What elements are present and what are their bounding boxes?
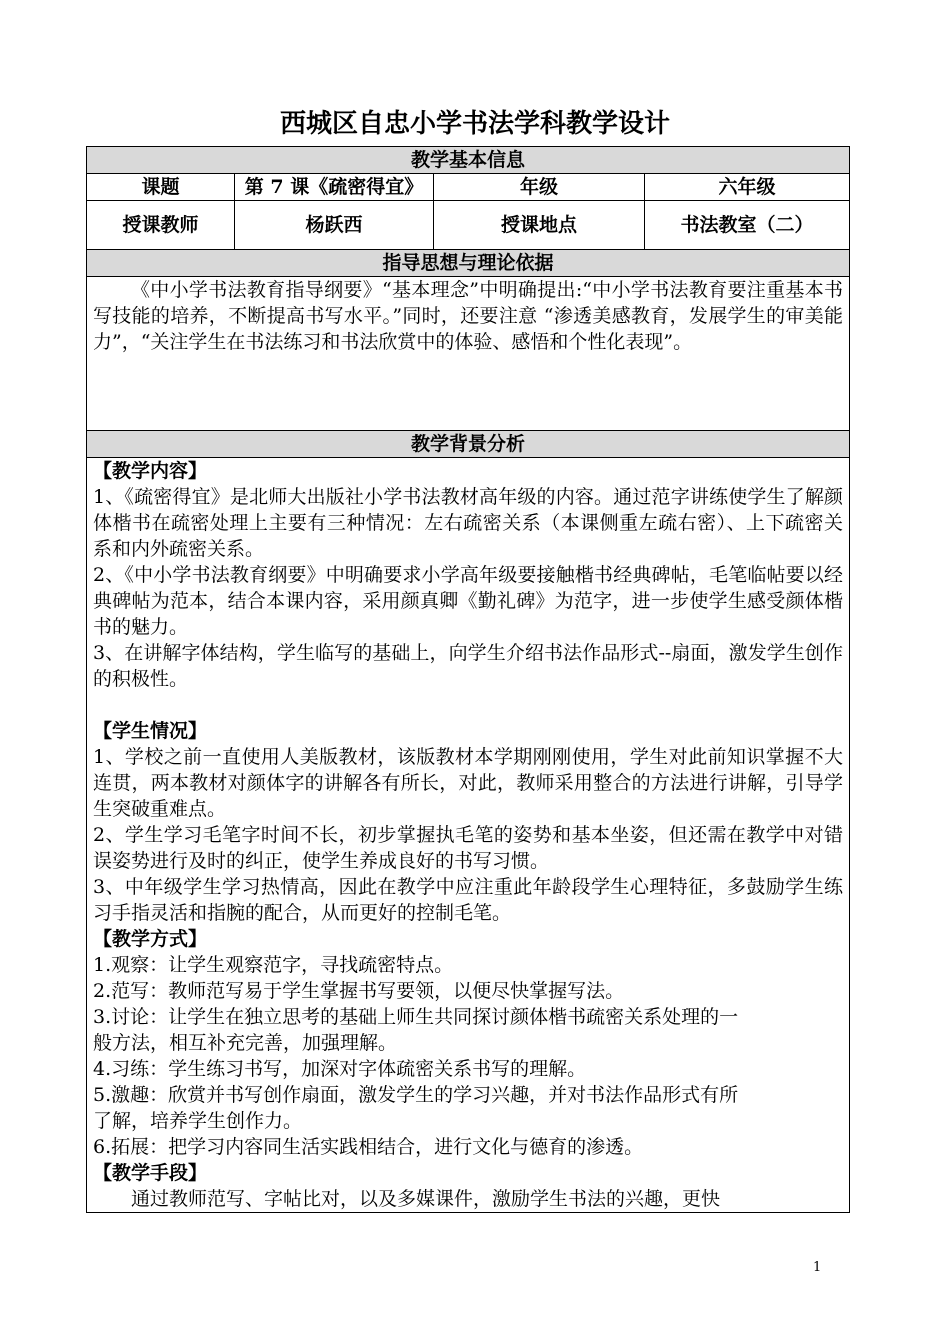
student-title: 【学生情况】 bbox=[93, 720, 208, 742]
method-tail: 了解，培养学生创作力。 bbox=[93, 1110, 303, 1132]
guide-text: 《中小学书法教育指导纲要》“基本理念”中明确提出:“中小学书法教育要注重基本书写技能的培养，不断提高书写水平。”同时，还要注意 “渗透美感教育，发展学生的审美能力”，“关注学生在书法练习和书法欣赏中的体验、感悟和个性化表现”。 bbox=[93, 279, 844, 353]
document-title: 西城区自忠小学书法学科教学设计 bbox=[279, 109, 670, 139]
method-title: 【教学方式】 bbox=[93, 928, 208, 950]
method-item bbox=[93, 952, 843, 978]
means-text: 通过教师范写、字帖比对，以及多媒课件，激励学生书法的兴趣，更快 bbox=[131, 1188, 721, 1210]
content-item: 1、《疏密得宜》是北师大出版社小学书法教材高年级的内容。通过范字讲练使学生了解颜体楷书在疏密处理上主要有三种情况：左右疏密关系（本课侧重左疏右密）、上下疏密关系和内外疏密关系。 bbox=[93, 486, 844, 560]
method-value: 欣赏并书写创作扇面，激发学生的学习兴趣，并对书法作品形式有所 bbox=[168, 1084, 739, 1106]
method-value: 学生练习书写，加深对字体疏密关系书写的理解。 bbox=[168, 1058, 587, 1080]
method-value: 把学习内容同生活实践相结合，进行文化与德育的渗透。 bbox=[168, 1136, 644, 1158]
content-title: 【教学内容】 bbox=[93, 460, 208, 482]
background-body bbox=[87, 458, 850, 1213]
method-key: 5.激趣： bbox=[93, 1084, 169, 1106]
method-item bbox=[93, 1134, 843, 1160]
method-value: 教师范写易于学生掌握书写要领，以便尽快掌握写法。 bbox=[168, 980, 625, 1002]
method-key: 2.范写： bbox=[93, 980, 169, 1002]
guide-header: 指导思想与理论依据 bbox=[87, 250, 850, 277]
guide-body bbox=[87, 277, 850, 431]
student-item: 3、中年级学生学习热情高，因此在教学中应注重此年龄段学生心理特征，多鼓励学生练习手指灵活和指腕的配合，从而更好的控制毛笔。 bbox=[93, 876, 844, 924]
means-title: 【教学手段】 bbox=[93, 1162, 208, 1184]
course-value: 第 7 课《疏密得宜》 bbox=[235, 174, 434, 201]
method-item bbox=[93, 1056, 843, 1082]
method-key: 1.观察： bbox=[93, 954, 169, 976]
method-key: 3.讨论： bbox=[93, 1006, 169, 1028]
teacher-label: 授课教师 bbox=[87, 201, 235, 250]
method-tail: 般方法，相互补充完善，加强理解。 bbox=[93, 1032, 398, 1054]
content-item: 3、在讲解字体结构，学生临写的基础上，向学生介绍书法作品形式--扇面，激发学生创作的积极性。 bbox=[93, 642, 844, 690]
teacher-value: 杨跃西 bbox=[235, 201, 434, 250]
student-item: 2、学生学习毛笔字时间不长，初步掌握执毛笔的姿势和基本坐姿，但还需在教学中对错误姿势进行及时的纠正，使学生养成良好的书写习惯。 bbox=[93, 824, 844, 872]
method-item bbox=[93, 1082, 843, 1108]
lesson-plan-table bbox=[86, 146, 850, 1213]
method-item bbox=[93, 1004, 843, 1030]
background-header: 教学背景分析 bbox=[87, 431, 850, 458]
method-item bbox=[93, 978, 843, 1004]
method-value: 让学生观察范字，寻找疏密特点。 bbox=[168, 954, 454, 976]
student-item: 1、学校之前一直使用人美版教材，该版教材本学期刚刚使用，学生对此前知识掌握不大连贯，两本教材对颜体字的讲解各有所长，对此，教师采用整合的方法进行讲解，引导学生突破重难点。 bbox=[93, 746, 844, 820]
place-value: 书法教室（二） bbox=[645, 201, 850, 250]
grade-value: 六年级 bbox=[645, 174, 850, 201]
basic-info-header: 教学基本信息 bbox=[87, 147, 850, 174]
course-label: 课题 bbox=[87, 174, 235, 201]
method-key: 4.习练： bbox=[93, 1058, 169, 1080]
page-number: 1 bbox=[813, 1260, 822, 1275]
place-label: 授课地点 bbox=[434, 201, 645, 250]
method-key: 6.拓展： bbox=[93, 1136, 169, 1158]
content-item: 2、《中小学书法教育纲要》中明确要求小学高年级要接触楷书经典碑帖，毛笔临帖要以经典碑帖为范本，结合本课内容，采用颜真卿《勤礼碑》为范字，进一步使学生感受颜体楷书的魅力。 bbox=[93, 564, 844, 638]
grade-label: 年级 bbox=[434, 174, 645, 201]
method-value: 让学生在独立思考的基础上师生共同探讨颜体楷书疏密关系处理的一 bbox=[168, 1006, 739, 1028]
